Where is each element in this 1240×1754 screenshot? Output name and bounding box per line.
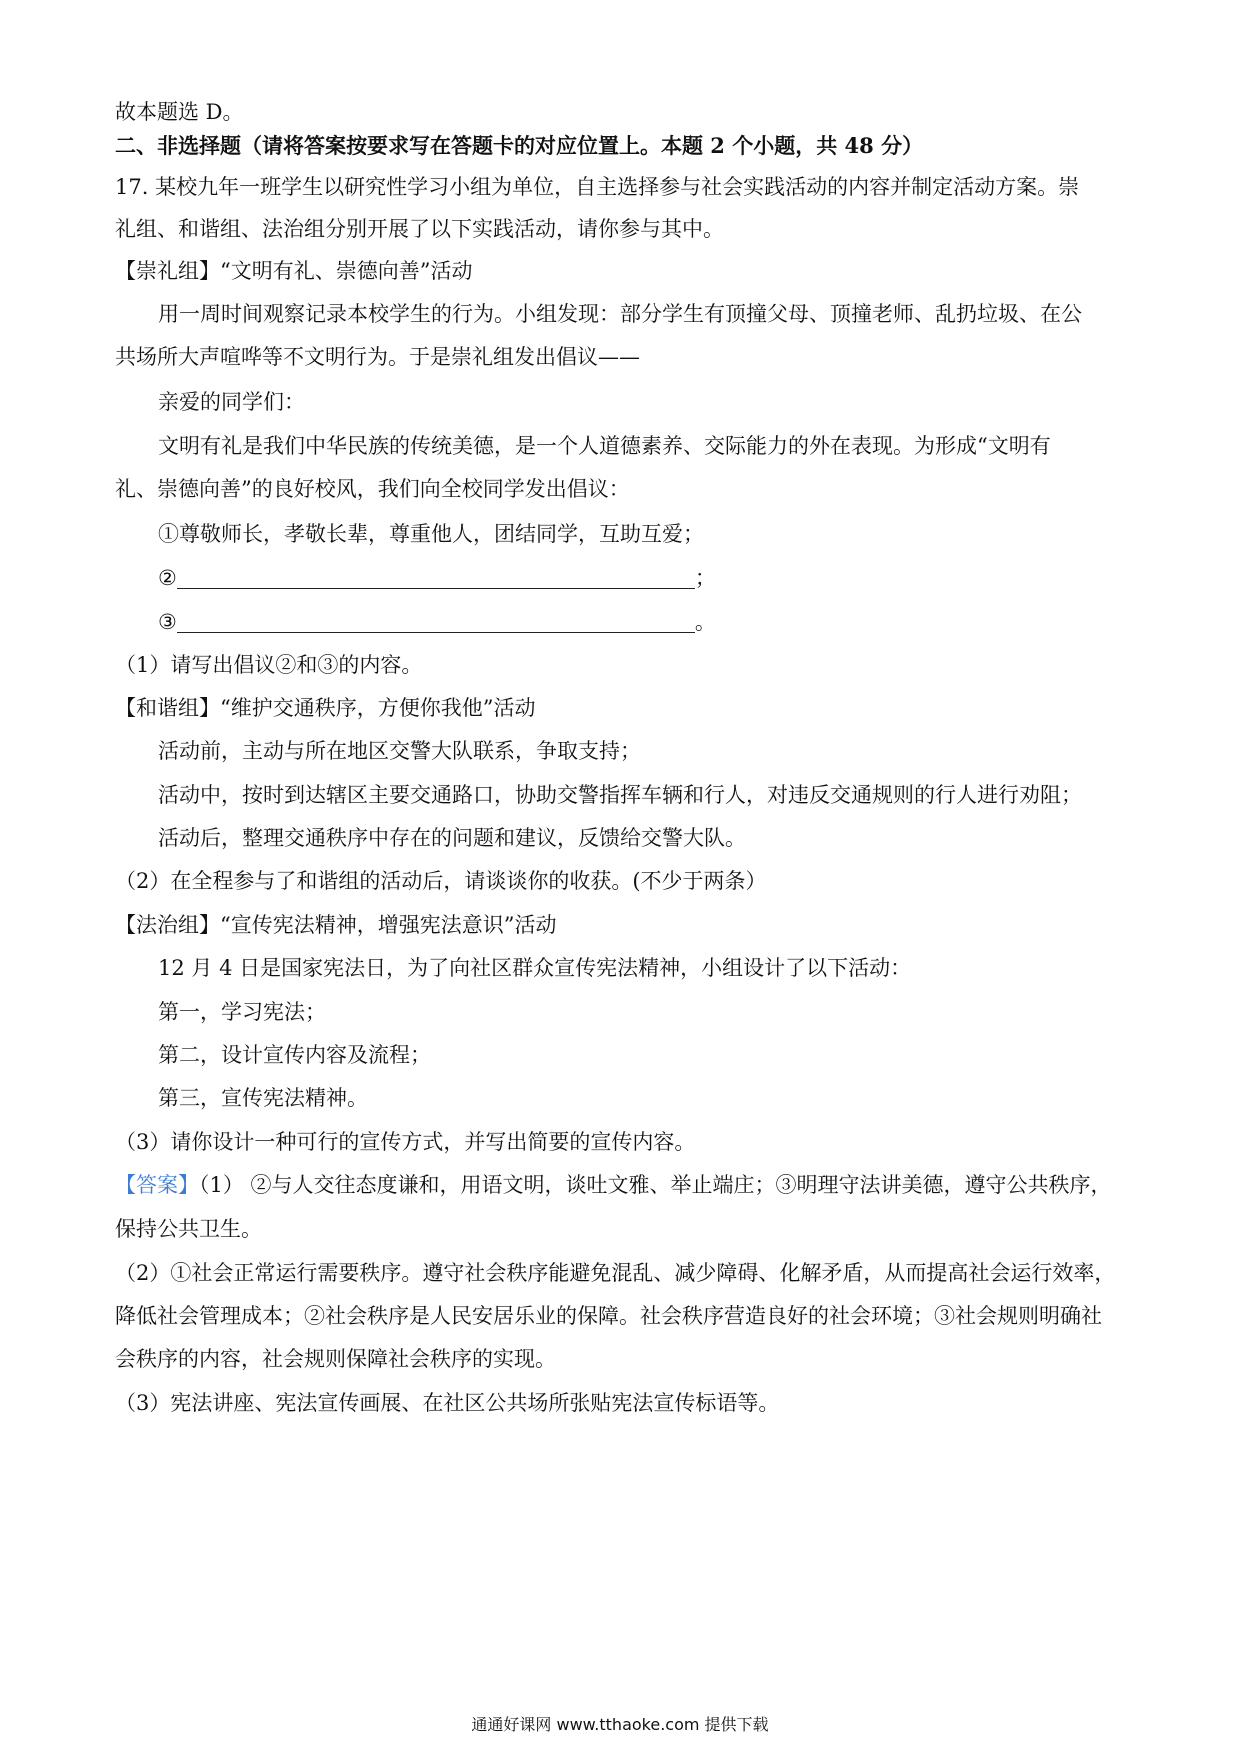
text-line: 礼组、和谐组、法治组分别开展了以下实践活动，请你参与其中。 (115, 217, 724, 241)
sub-question-2: （2）在全程参与了和谐组的活动后，请谈谈你的收获。(不少于两条） (115, 869, 767, 893)
text-line: 第一，学习宪法； (158, 1000, 326, 1024)
item-number: ③ (158, 610, 177, 634)
text-line: 活动后，整理交通秩序中存在的问题和建议，反馈给交警大队。 (158, 826, 746, 850)
proposal-item-3 (158, 607, 1135, 637)
answer-label: 【答案】 (115, 1173, 199, 1197)
text-line: 用一周时间观察记录本校学生的行为。小组发现：部分学生有顶撞父母、顶撞老师、乱扔垃圾、在公 (158, 302, 1082, 326)
question-17-stem: 17. 某校九年一班学生以研究性学习小组为单位，自主选择参与社会实践活动的内容并制定活动方案。崇 (115, 175, 1080, 199)
text-line: 活动前，主动与所在地区交警大队联系，争取支持； (158, 739, 641, 763)
group-heading-fazhi: 【法治组】“宣传宪法精神，增强宪法意识”活动 (115, 913, 557, 937)
sub-question-3: （3）请你设计一种可行的宣传方式，并写出简要的宣传内容。 (115, 1130, 696, 1154)
proposal-item-2 (158, 563, 1135, 593)
answer-text: （1） ②与人交往态度谦和，用语文明，谈吐文雅、举止端庄；③明理守法讲美德，遵守公共秩序， (199, 1173, 1112, 1197)
group-heading-hexie: 【和谐组】“维护交通秩序，方便你我他”活动 (115, 696, 536, 720)
text-line: 保持公共卫生。 (115, 1217, 262, 1241)
text-line: 文明有礼是我们中华民族的传统美德，是一个人道德素养、交际能力的外在表现。为形成“文明有 (158, 434, 1051, 458)
answer-blank (177, 566, 695, 589)
punctuation: 。 (694, 610, 716, 634)
sub-question-1: （1）请写出倡议②和③的内容。 (115, 653, 423, 677)
text-line: （2）①社会正常运行需要秩序。遵守社会秩序能避免混乱、减少障碍、化解矛盾，从而提高社会运行效率， (115, 1261, 1116, 1285)
proposal-item-1: ①尊敬师长，孝敬长辈，尊重他人，团结同学，互助互爱； (158, 522, 704, 546)
text-line: 礼、崇德向善”的良好校风，我们向全校同学发出倡议： (115, 477, 630, 501)
section-heading: 二、非选择题（请将答案按要求写在答题卡的对应位置上。本题 2 个小题，共 48 分） (115, 133, 924, 158)
text-line: 12 月 4 日是国家宪法日，为了向社区群众宣传宪法精神，小组设计了以下活动： (158, 956, 912, 980)
punctuation: ； (694, 566, 716, 590)
text-line: 亲爱的同学们： (158, 390, 305, 414)
text-line: 共场所大声喧哗等不文明行为。于是崇礼组发出倡议—— (115, 345, 640, 369)
text-line: 活动中，按时到达辖区主要交通路口，协助交警指挥车辆和行人，对违反交通规则的行人进行劝阻； (158, 783, 1082, 807)
text-line: 降低社会管理成本；②社会秩序是人民安居乐业的保障。社会秩序营造良好的社会环境；③社会规则明确社 (115, 1304, 1102, 1328)
page-footer: 通通好课网 www.tthaoke.com 提供下载 (471, 1715, 769, 1734)
text-line: （3）宪法讲座、宪法宣传画展、在社区公共场所张贴宪法宣传标语等。 (115, 1391, 780, 1415)
answer-blank (177, 610, 695, 633)
text-line: 第三，宣传宪法精神。 (158, 1086, 368, 1110)
answer-line (115, 1170, 1135, 1200)
text-line: 会秩序的内容，社会规则保障社会秩序的实现。 (115, 1347, 556, 1371)
text-line: 故本题选 D。 (115, 100, 244, 124)
group-heading-chongli: 【崇礼组】“文明有礼、崇德向善”活动 (115, 259, 473, 283)
text-line: 第二，设计宣传内容及流程； (158, 1043, 431, 1067)
item-number: ② (158, 566, 177, 590)
